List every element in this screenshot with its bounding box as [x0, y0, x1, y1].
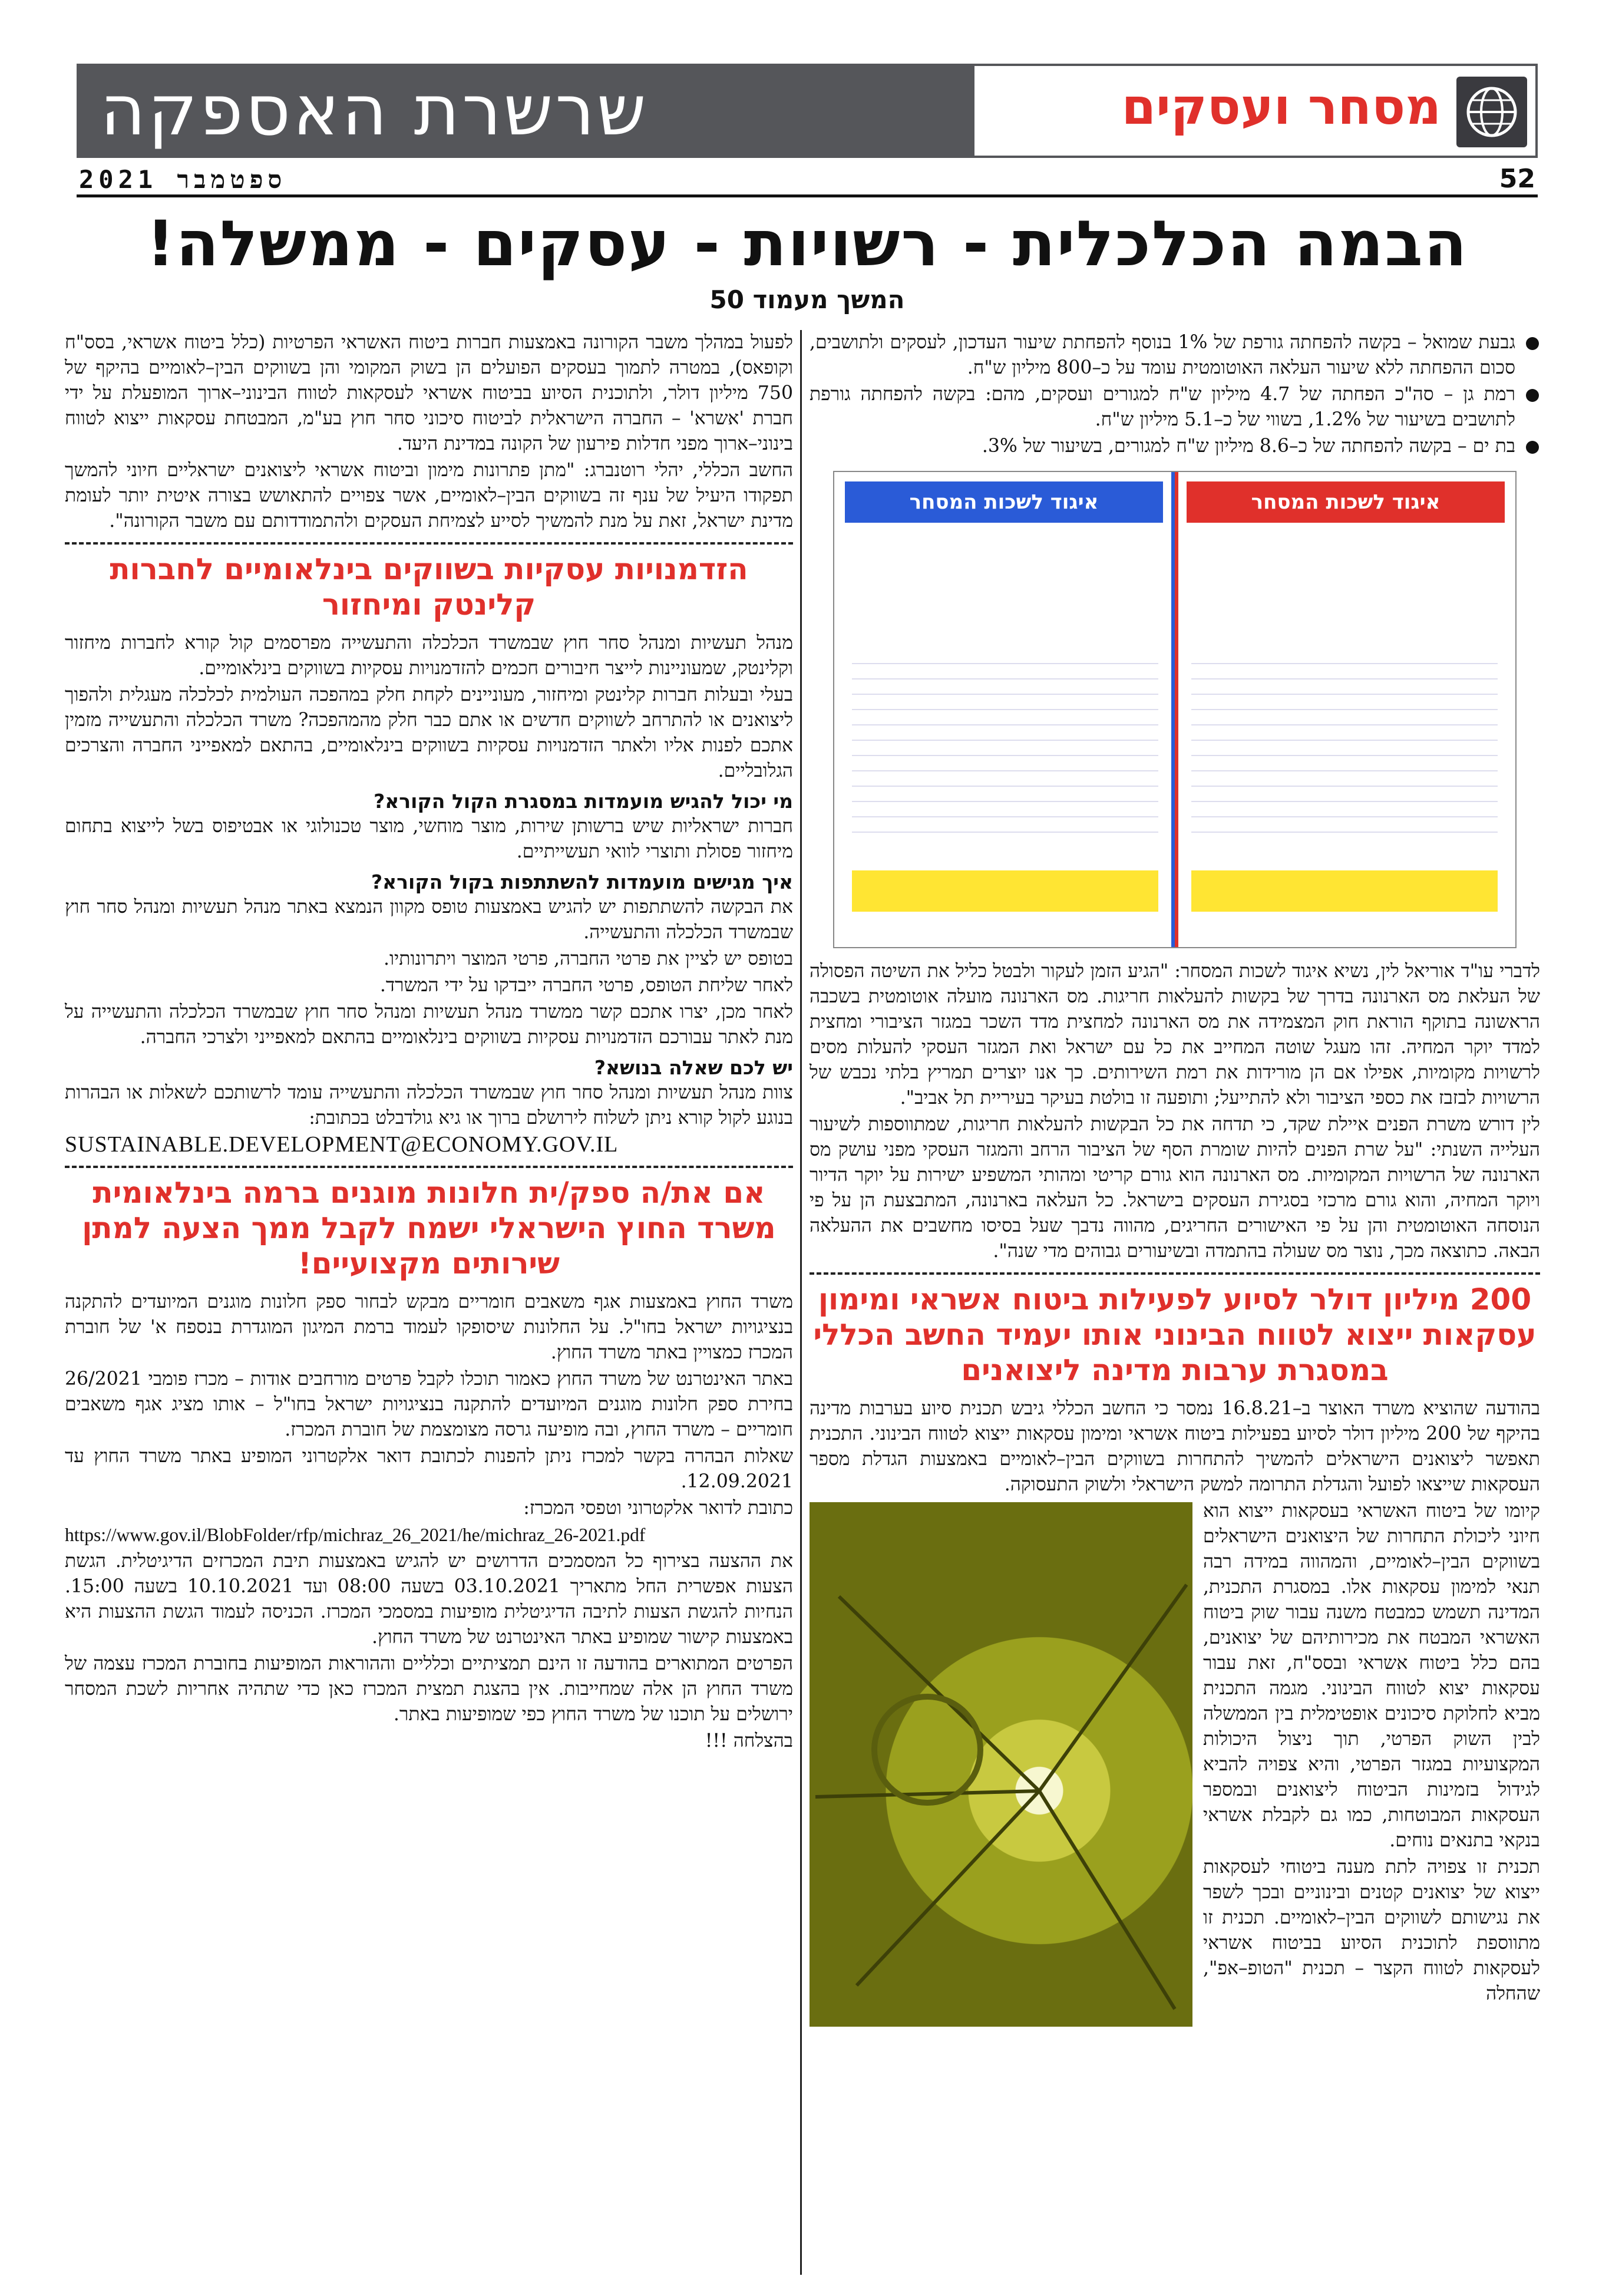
masthead — [77, 64, 1538, 158]
article-heading: הזדמנויות עסקיות בשווקים בינלאומיים לחברות קלינטק ומיחזור — [110, 552, 748, 622]
subheading: יש לכם שאלה בנושא? — [594, 1056, 793, 1079]
paragraph: חברות ישראליות שיש ברשותן שירות, מוצר מוחשי, מוצר טכנולוגי או אבטיפוס בשל לייצוא בתחום מיחזור פסולת ותוצרי לוואי תעשייתיים. — [65, 816, 793, 862]
paragraph: הפרטים המתוארים בהודעה זו הינם תמציתיים וכלליים וההוראות המופיעות בחוברת המכרז עצמה של משרד החוץ הן אלה שמחייבות. אין בהצגת תמצית המכרז כאן כדי שתהיה אחריות לשכת המסחר ירושלים על תוכנו של משרד החוץ כפי שמופיעות באתר. — [65, 1653, 793, 1725]
page-number: 52 — [1499, 164, 1535, 194]
left-column — [65, 330, 793, 1755]
bullet-item: בת ים – בקשה להפחתה של כ–8.6 מיליון ש"ח למגורים, בשיעור של 3%. — [810, 434, 1540, 459]
continued-note: המשך מעמוד 50 — [709, 285, 905, 314]
paragraph: לפעול במהלך משבר הקורונה באמצעות חברות ביטוח האשראי הפרטיות (כלל ביטוח אשראי, בסס"ח וקופאס), במטרה לתמוך בעסקים הפועלים הן בשוק המקומי והן בשווקים הבין–לאומיים בהיקף של 750 מיליון דולר, ולתוכנית הסיוע בביטוח אשראי לעסקאות לטווח הבינוני–ארוך המופעלת על ידי חברת 'אשרא' – החברה הישראלית לביטוח סיכוני סחר חוץ בע"מ, המבטחת עסקאות ייצוא לטווח בינוני–ארוך מפני חדלות פירעון של הקונה במדינת היעד. — [65, 332, 793, 454]
paragraph: את הבקשה להשתתפות יש להגיש באמצעות טופס מקוון הנמצא באתר מנהל תעשיות ומנהל סחר חוץ שבמשרד הכלכלה והתעשייה. — [65, 896, 793, 943]
paragraph: החשב הכללי, יהלי רוטנברג: "מתן פתרונות מימון וביטוח אשראי ליצואנים ישראליים חיוני להמשך תפקודו היעיל של ענף זה בשווקים הבין–לאומיים, אשר צפויים להתאושש בצורה איטית יותר לעומת מדינת ישראל, זאת על מנת להמשיך לסייע לצמיחת העסקים ולהתמודדותם עם משבר הקורונה". — [65, 460, 793, 532]
contact-email-link[interactable]: SUSTAINABLE.DEVELOPMENT@ECONOMY.GOV.IL — [65, 1132, 619, 1157]
poster-right-highlight — [1191, 870, 1498, 912]
paragraph: קיומו של ביטוח האשראי בעסקאות ייצוא הוא חיוני ליכולת התחרות של היצואנים הישראלים בשווקים הבין–לאומיים, והמהווה במידה רבה תנאי למימון עסקאות אלו. במסגרת התכנית, המדינה תשמש כמבטח משנה עבור שוק ביטוח האשראי המבטח את מכירותיהם של יצואנים, בהם כלל ביטוח אשראי ובסס"ח, זאת עבור עסקאות יצוא לטווח הבינוני. מגמה התכנית מביא לחלוקת סיכונים אופטימלית בין הממשלה לבין השוק הפרטי, תוך ניצול היכולות המקצועיות במגזר הפרטי, והיא צפויה להביא לגידול בזמינות הביטוח ליצואנים ובמספר העסקאות המבוטחות, כמו גם לקבלת אשראי בנקאי בתנאים נוחים. — [1203, 1500, 1540, 1851]
globe-icon — [1456, 77, 1527, 147]
bullet-item: רמת גן – סה"כ הפחתה של 4.7 מיליון ש"ח למגורים ועסקים, מהם: בקשה להפחתה גורפת לתושבים בשיעור של 1.2%, בשווי של כ–5.1 מיליון ש"ח. — [810, 382, 1540, 433]
poster-right-title: איגוד לשכות המסחר — [1187, 481, 1505, 523]
paragraph: לאחר מכן, יצרו אתכם קשר ממשרד מנהל תעשיות ומנהל סחר חוץ שבמשרד הכלכלה והתעשייה על מנת לאתר עבורכם הזדמנויות עסקיות בשווקים בינלאומיים בהתאם למאפייני ולצרכי החברה. — [65, 1001, 793, 1048]
paragraph: מנהל תעשיות ומנהל סחר חוץ שבמשרד הכלכלה והתעשייה מפרסמים קול קורא לחברות מיחזור וקלינטק, שמעוניינות לייצר חיבורים חכמים להזדמנויות עסקיות בשווקים בינלאומיים. — [65, 632, 793, 679]
paragraph: בהצלחה !!! — [705, 1730, 793, 1751]
poster-left-list — [852, 649, 1158, 837]
poster-left-highlight — [852, 870, 1158, 912]
bullet-item: גבעת שמואל – בקשה להפחתה גורפת של 1% בנוסף להפחתת שיעור העדכון, לעסקים ולתושבים, סכום ההפחתה ללא שיעור העלאה האוטומטית עומד על כ–800 מיליון ש"ח. — [810, 330, 1540, 381]
paragraph: משרד החוץ באמצעות אגף משאבים חומריים מבקש לבחור ספק חלונות מוגנים המיועדים להתקנה בנציגויות ישראל בחו"ל. על החלונות שיסופקו לעמוד ברמת המיגון המוגדרת בנספח א' של חוברת המכרז כמצויין באתר משרד החוץ. — [65, 1291, 793, 1363]
chamber-poster-image — [833, 471, 1517, 948]
subheading: איך מגישים מועמדות להשתתפות בקול הקורא? — [371, 870, 793, 893]
money-compass-photo — [810, 1502, 1192, 2027]
article-heading: 200 מיליון דולר לסיוע לפעילות ביטוח אשראי ומימון עסקאות ייצוא לטווח הבינוני אותו יעמיד החשב הכללי במסגרת ערבות מדינה ליצואנים — [813, 1282, 1537, 1387]
paragraph: בטופס יש לציין את פרטי החברה, פרטי המוצר ויתרונותיו. — [383, 948, 793, 969]
article-heading: אם את/ה ספק/ית חלונות מוגנים ברמה בינלאומית משרד החוץ הישראלי ישמח לקבל ממך הצעה למתן שירותים מקצועיים! — [82, 1176, 776, 1281]
paragraph: שאלות הבהרה בקשר למכרז ניתן להפנות לכתובת דואר אלקטרוני המופיע באתר משרד החוץ עד 12.09.2021. — [65, 1446, 793, 1492]
paragraph: לאחר שליחת הטופס, פרטי החברה ייבדקו על ידי המשרד. — [379, 975, 793, 996]
paragraph: בהודעה שהוציא משרד האוצר ב–16.8.21 נמסר כי החשב הכללי גיבש תכנית סיוע בערבות מדינה בהיקף של 200 מיליון דולר לסיוע בפעילות ביטוח אשראי ומימון עסקאות ייצוא לטווח הבינוני. התכנית תאפשר ליצואנים הישראלים להמשיך להתחרות בשווקים הבין–לאומיים באמצעות הגדלת מספר העסקאות שייצאו לפועל והגדלת התרומה למשק הישראלי ולשוק התעסוקה. — [810, 1398, 1541, 1495]
poster-right-list — [1191, 649, 1498, 837]
section-name: מסחר ועסקים — [1121, 78, 1441, 136]
issue-date: ספטמבר 2021 — [79, 165, 287, 194]
paragraph: את ההצעה בצירוף כל המסמכים הדרושים יש להגיש באמצעות תיבת המכרזים הדיגיטלית. הגשת הצעות אפשרית החל מתאריך 03.10.2021 בשעה 08:00 ועד 10.10.2021 בשעה 15:00. הנחיות להגשת הצעות לתיבה הדיגיטלית מופיעות במסמכי המכרז. הכניסה לעמוד הגשת ההצעות היא באמצעות קישור שמופיע באתר האינטרנט של משרד החוץ. — [65, 1551, 793, 1648]
page-headline: הבמה הכלכלית - רשויות - עסקים - ממשלה! — [146, 207, 1468, 280]
paragraph: צוות מנהל תעשיות ומנהל סחר חוץ שבמשרד הכלכלה והתעשייה עומד לרשותכם לשאלות או הבהרות בנוגע לקול קורא ניתן לשלוח לירושלם ברוך או גיא גולדבלט בכתובת: — [65, 1082, 793, 1129]
section-logo-box — [972, 64, 1538, 158]
paragraph: בעלי ובעלות חברות קלינטק ומיחזור, מעוניינים לקחת חלק במהפכה העולמית לכלכלה מעגלית ולהפוך ליצואנים או להתרחב לשווקים חדשים או אתם כבר חלק מהמהפכה? משרד הכלכלה והתעשייה מזמין אתכם לפנות אליו ולאתר הזדמנויות עסקיות בשווקים בינלאומיים, בהתאם למאפייני החברה והצרכים הגלובליים. — [65, 684, 793, 781]
dashed-divider — [65, 1166, 793, 1168]
paragraph: לין דורש משרת הפנים איילת שקד, כי תדחה את כל הבקשות להעלאות חריגות, שמתווספות לשיעור העלייה השנתי: "על שרת הפנים להיות שומרת הסף של הציבור הרחב והמגזר העסקי מפני עושק מס הארנונה של הרשויות המקומיות. מס הארנונה הוא גורם קריטי ומהותי המשפיע ישירות על יוקר הדיור ויוקר המחיה, והוא גורם מרכזי בסגירת העסקים בישראל. כל העלאה בארנונה, המתבצעת הן על פי הנוסחה האוטומטית והן על פי האישורים החריגים, מהווה נדבך שעל בסיסו מחשבים את ההעלאה הבאה. כתוצאה מכך, נוצר מס שעולה בהתמדה ובשיעורים גבוהים מדי שנה". — [810, 1114, 1540, 1262]
dashed-divider — [65, 542, 793, 545]
paper-name: שרשרת האספקה — [100, 70, 649, 151]
header-rule — [77, 194, 1538, 197]
right-column — [810, 330, 1540, 2031]
tender-url-link[interactable]: https://www.gov.il/BlobFolder/rfp/michraz_26_2021/he/michraz_26-2021.pdf — [65, 1525, 646, 1545]
subheading: מי יכול להגיש מועמדות במסגרת הקול הקורא? — [374, 790, 793, 813]
dashed-divider — [810, 1272, 1540, 1275]
column-divider — [800, 330, 802, 2275]
paragraph: תכנית זו צפויה לתת מענה ביטוחי לעסקאות ייצוא של יצואנים קטנים ובינוניים ובכך לשפר את נגישותם לשווקים הבין–לאומיים. תכנית זו מתווספת לתוכנית הסיוע בביטוח אשראי לעסקאות לטווח הקצר – תכנית "הטופ–אפ", שהחלה — [1203, 1856, 1540, 2004]
poster-left-title: איגוד לשכות המסחר — [845, 481, 1163, 523]
paragraph: לדברי עו"ד אוריאל לין, נשיא איגוד לשכות המסחר: "הגיע הזמן לעקור ולבטל כליל את השיטה הפסולה של העלאת מס הארנונה בדרך של בקשות להעלאות חריגות. מס הארנונה מועלה אוטומטית בשכבה הראשונה בתוקף הוראת חוק המצמידה את מס הארנונה למחצית מדד השכר במגזר הציבורי ומחצית למדד יוקר המחיה. זהו מעגל שוטה המחייב את כל עם ישראל ואת המגזר העסקי להעלות מסים לרשויות מקומיות, אפילו אם הן מורידות את רמת השירותים. כך אנו יוצרים תמריץ בלתי נכבש של הרשויות לבזבז את כספי הציבור ולא להתייעל; ותופעה זו בולטת בעיקר בעיריית תל אביב". — [810, 961, 1540, 1109]
paragraph: כתובת לדואר אלקטרוני וטפסי המכרז: — [523, 1497, 793, 1519]
paragraph: באתר האינטרנט של משרד החוץ כאמור תוכלו לקבל פרטים מורחבים אודות – מכרז פומבי 26/2021 בחירת ספק חלונות מוגנים המיועדים להתקנה בנציגויות ישראל בחו"ל – אותו מציג אגף משאבים חומריים – משרד החוץ, ובה מופיעה גרסה מצומצמת של חוברת המכרז. — [65, 1368, 793, 1440]
